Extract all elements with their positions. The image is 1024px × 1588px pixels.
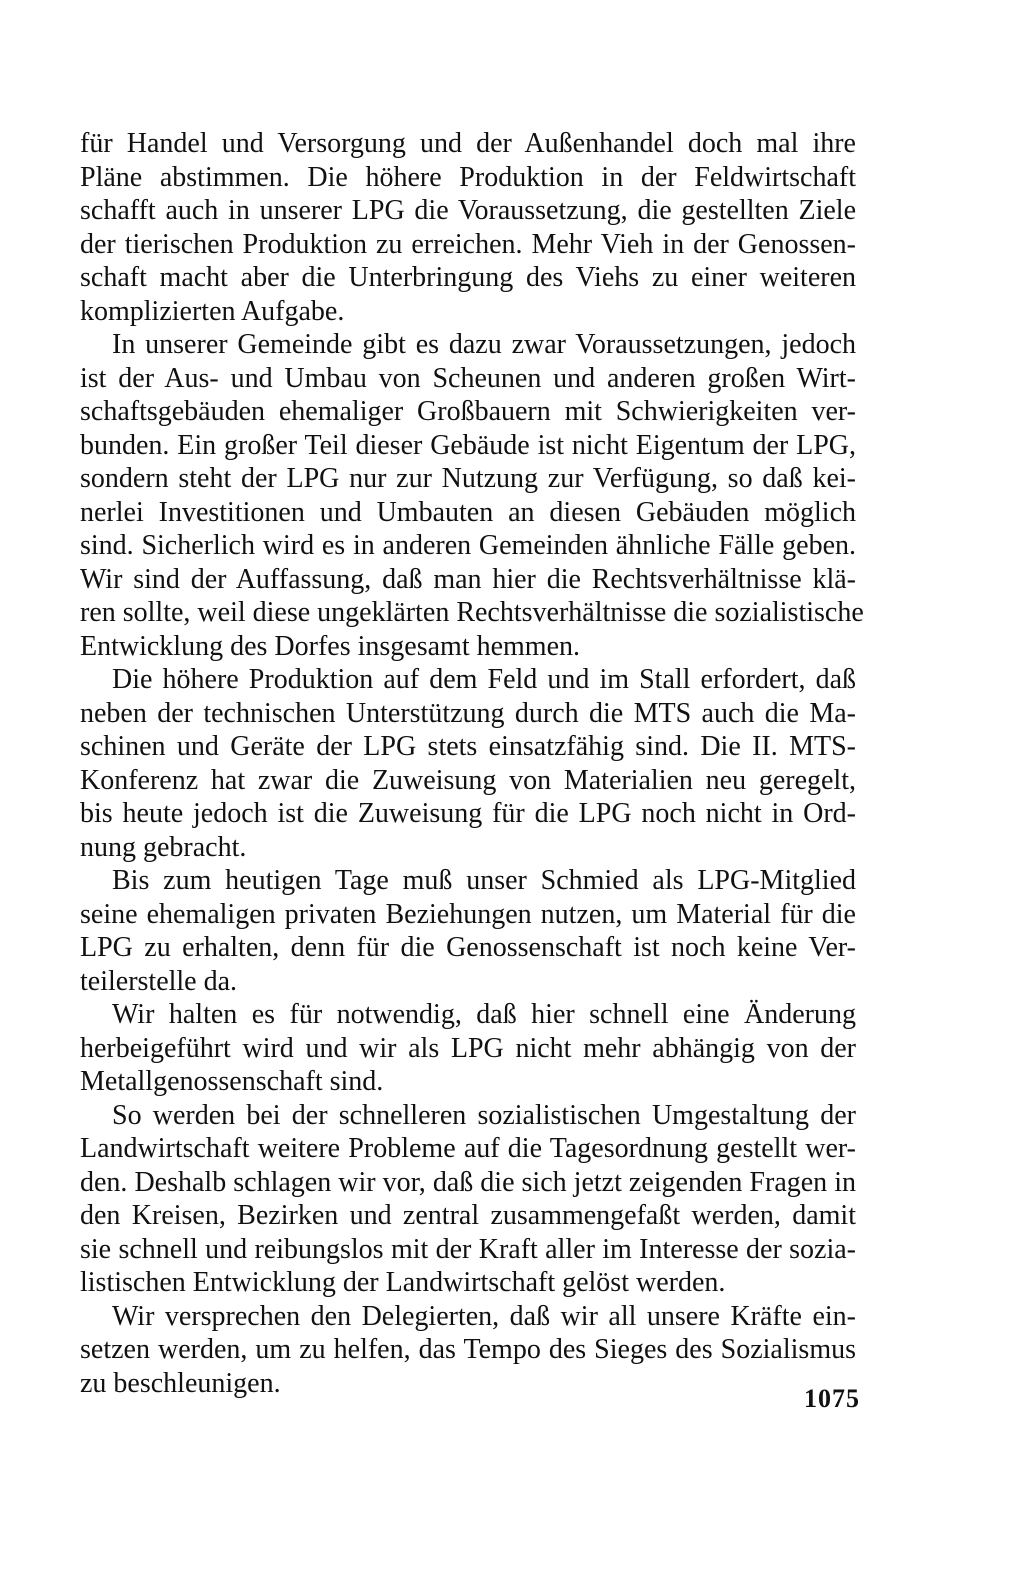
text-line: Konferenz hat zwar die Zuweisung von Materialien neu geregelt, (80, 764, 856, 796)
text-line: So werden bei der schnelleren sozialistischen Umgestaltung der (112, 1099, 856, 1131)
text-line: sie schnell und reibungslos mit der Kraft aller im Interesse der sozia- (80, 1233, 856, 1265)
text-line: Landwirtschaft weitere Probleme auf die Tagesordnung gestellt wer- (80, 1133, 856, 1164)
paragraph-6 (80, 1099, 856, 1300)
paragraph-4 (80, 864, 856, 998)
text-line: schinen und Geräte der LPG stets einsatzfähig sind. Die II. MTS- (80, 731, 856, 762)
text-line: In unserer Gemeinde gibt es dazu zwar Voraussetzungen, jedoch (112, 329, 856, 360)
text-line: schafft auch in unserer LPG die Voraussetzung, die gestellten Ziele (80, 195, 856, 226)
paragraph-2 (80, 328, 864, 663)
text-line: für Handel und Versorgung und der Außenhandel doch mal ihre (80, 128, 856, 159)
text-line: Metallgenossenschaft sind. (80, 1066, 384, 1097)
text-line: Die höhere Produktion auf dem Feld und im Stall erfordert, daß (112, 664, 856, 695)
text-line: ren sollte, weil diese ungeklärten Rechtsverhältnisse die sozialistische (80, 597, 864, 628)
text-line: sondern steht der LPG nur zur Nutzung zur Verfügung, so daß kei- (80, 463, 856, 494)
text-line: ist der Aus- und Umbau von Scheunen und anderen großen Wirt- (80, 362, 856, 394)
text-line: LPG zu erhalten, denn für die Genossenschaft ist noch keine Ver- (80, 932, 856, 963)
paragraph-3 (80, 663, 856, 864)
text-line: herbeigeführt wird und wir als LPG nicht mehr abhängig von der (80, 1032, 856, 1064)
text-line: schaft macht aber die Unterbringung des Viehs zu einer weiteren (80, 262, 856, 293)
text-line: teilerstelle da. (80, 965, 238, 997)
text-line: Wir versprechen den Delegierten, daß wir all unsere Kräfte ein- (112, 1300, 856, 1332)
text-line: nerlei Investitionen und Umbauten an diesen Gebäuden möglich (80, 496, 856, 528)
text-line: seine ehemaligen privaten Beziehungen nutzen, um Material für die (80, 898, 856, 930)
text-line: Entwicklung des Dorfes insgesamt hemmen. (80, 630, 581, 662)
text-line: Pläne abstimmen. Die höhere Produktion in der Feldwirtschaft (80, 161, 856, 193)
text-line: neben der technischen Unterstützung durch die MTS auch die Ma- (80, 697, 856, 729)
text-line: zu beschleunigen. (80, 1367, 281, 1399)
text-line: listischen Entwicklung der Landwirtschaft gelöst werden. (80, 1267, 726, 1298)
text-line: den. Deshalb schlagen wir vor, daß die sich jetzt zeigenden Fragen in (80, 1166, 856, 1198)
text-line: Wir sind der Auffassung, daß man hier die Rechtsverhältnisse klä- (80, 563, 856, 595)
text-line: nung gebracht. (80, 831, 247, 863)
text-line: komplizierten Aufgabe. (80, 295, 345, 327)
text-line: den Kreisen, Bezirken und zentral zusammengefaßt werden, damit (80, 1200, 856, 1231)
text-line: sind. Sicherlich wird es in anderen Gemeinden ähnliche Fälle geben. (80, 530, 856, 561)
text-line: bis heute jedoch ist die Zuweisung für die LPG noch nicht in Ord- (80, 798, 856, 829)
text-line: schaftsgebäuden ehemaliger Großbauern mit Schwierigkeiten ver- (80, 396, 856, 427)
text-line: der tierischen Produktion zu erreichen. Mehr Vieh in der Genossen- (80, 228, 856, 260)
paragraph-7 (80, 1300, 856, 1401)
text-line: Bis zum heutigen Tage muß unser Schmied als LPG-Mitglied (112, 865, 856, 896)
text-line: setzen werden, um zu helfen, das Tempo des Sieges des Sozialismus (80, 1334, 856, 1365)
paragraph-1 (80, 127, 856, 328)
page-body (80, 127, 864, 1400)
page-number: 1075 (804, 1384, 860, 1413)
text-line: Wir halten es für notwendig, daß hier schnell eine Änderung (112, 999, 856, 1030)
text-line: bunden. Ein großer Teil dieser Gebäude ist nicht Eigentum der LPG, (80, 429, 856, 461)
paragraph-5 (80, 998, 856, 1099)
